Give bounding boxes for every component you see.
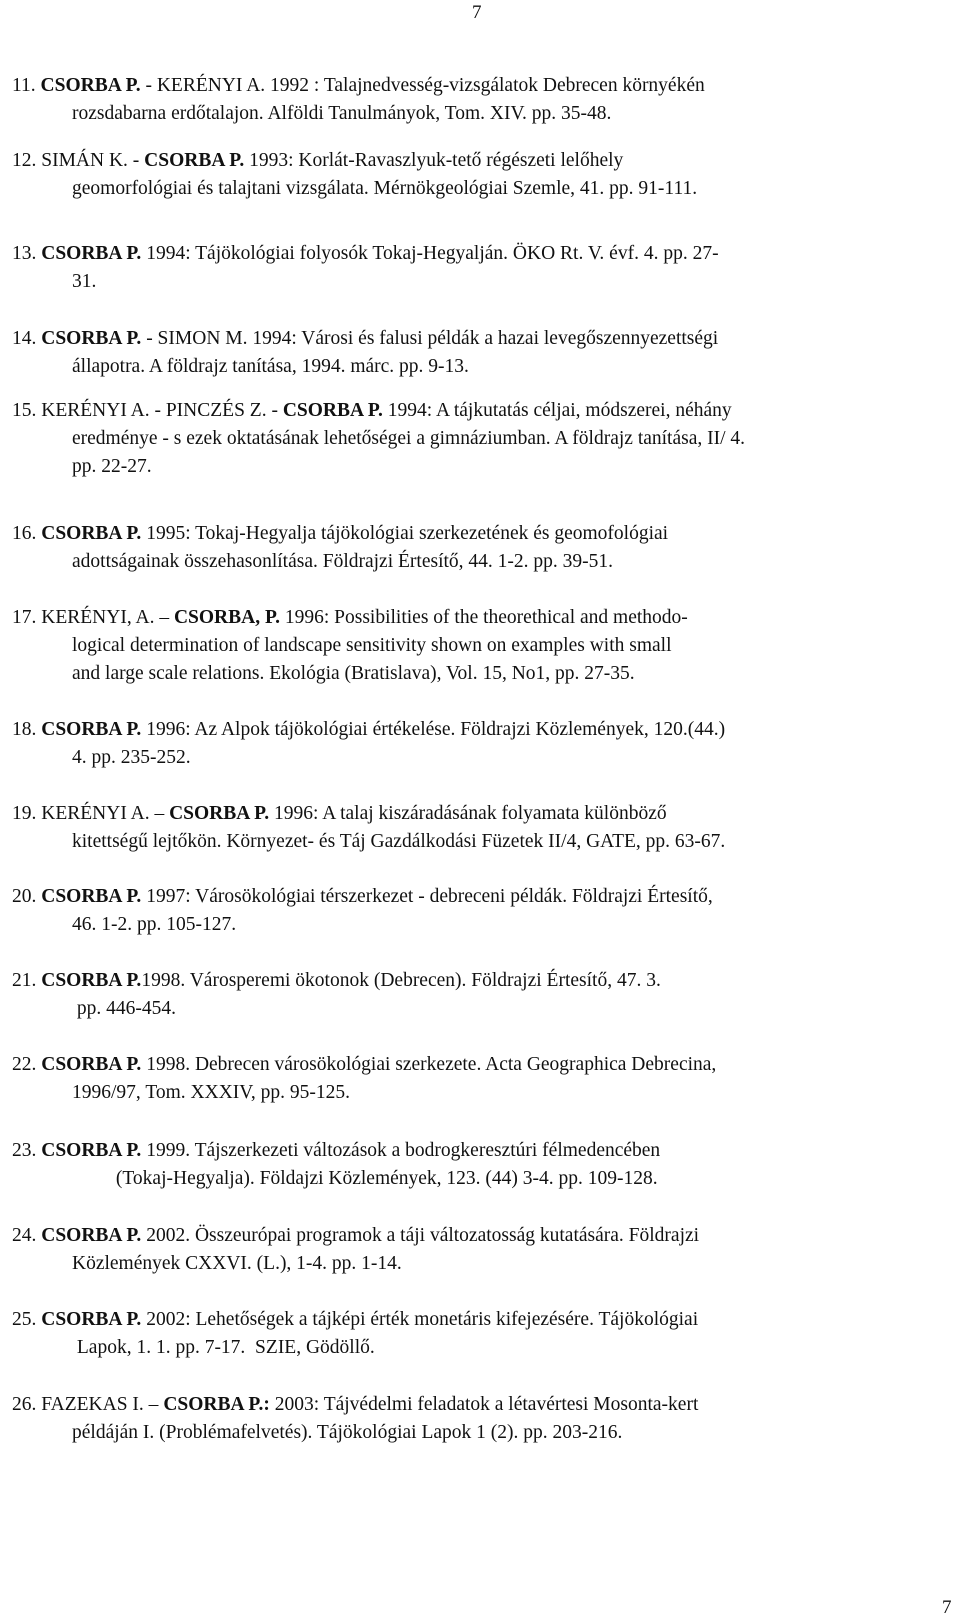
reference-author-bold: CSORBA P. — [41, 1140, 142, 1161]
reference-text: 1999. Tájszerkezeti változások a bodrogkeresztúri félmedencében — [141, 1140, 661, 1161]
reference-continuation-line: 31. — [72, 271, 97, 292]
reference-text: 1996: A talaj kiszáradásának folyamata különböző — [269, 803, 667, 824]
reference-author-bold: CSORBA, P. — [173, 607, 280, 628]
reference-author-bold: CSORBA P. — [40, 75, 141, 96]
reference-entry — [0, 1222, 699, 1278]
reference-coauthors: SIMÁN K. - — [41, 150, 145, 171]
reference-text: 1996: Az Alpok tájökológiai értékelése. Földrajzi Közlemények, 120.(44.) — [141, 719, 726, 740]
reference-number: 16. — [12, 523, 42, 544]
reference-first-line — [0, 604, 688, 632]
reference-coauthors: FAZEKAS I. – — [41, 1394, 164, 1415]
reference-author-bold: CSORBA P. — [41, 243, 142, 264]
reference-number: 12. — [12, 150, 42, 171]
reference-number: 17. — [12, 607, 42, 628]
reference-entry — [0, 1137, 660, 1193]
reference-entry — [0, 325, 718, 381]
reference-number: 24. — [12, 1225, 42, 1246]
reference-first-line — [0, 800, 725, 828]
reference-author-bold: CSORBA P. — [41, 523, 142, 544]
page-number-top: 7 — [472, 2, 482, 23]
reference-continuation-line: and large scale relations. Ekológia (Bratislava), Vol. 15, No1, pp. 27-35. — [72, 663, 635, 684]
reference-entry — [0, 72, 705, 128]
reference-continuation-line: 46. 1-2. pp. 105-127. — [72, 914, 237, 935]
reference-entry — [0, 240, 719, 296]
reference-continuation-line: példáján I. (Problémafelvetés). Tájökológiai Lapok 1 (2). pp. 203-216. — [72, 1422, 623, 1443]
reference-text: 2003: Tájvédelmi feladatok a létavértesi Mosonta-kert — [269, 1394, 699, 1415]
reference-number: 20. — [12, 886, 42, 907]
reference-first-line — [0, 1306, 698, 1334]
reference-continuation-line: 4. pp. 235-252. — [72, 747, 191, 768]
reference-continuation-line: 1996/97, Tom. XXXIV, pp. 95-125. — [72, 1082, 350, 1103]
reference-first-line — [0, 72, 705, 100]
reference-number: 25. — [12, 1309, 42, 1330]
reference-continuation-line: (Tokaj-Hegyalja). Földajzi Közlemények, 123. (44) 3-4. pp. 109-128. — [72, 1168, 658, 1189]
reference-entry — [0, 520, 668, 576]
reference-first-line — [0, 1137, 660, 1165]
reference-entry — [0, 1391, 698, 1447]
reference-text: 1993: Korlát-Ravaszlyuk-tető régészeti lelőhely — [244, 150, 624, 171]
reference-continuation-line: logical determination of landscape sensitivity shown on examples with small — [72, 635, 672, 656]
reference-entry — [0, 397, 745, 481]
reference-entry — [0, 967, 661, 1023]
reference-entry — [0, 147, 697, 203]
reference-coauthors: KERÉNYI, A. – — [41, 607, 174, 628]
reference-first-line — [0, 147, 697, 175]
reference-entry — [0, 716, 725, 772]
reference-text: 1997: Városökológiai térszerkezet - debreceni példák. Földrajzi Értesítő, — [141, 886, 713, 907]
reference-number: 15. — [12, 400, 42, 421]
reference-continuation-line: kitettségű lejtőkön. Környezet- és Táj Gazdálkodási Füzetek II/4, GATE, pp. 63-67. — [72, 831, 726, 852]
reference-text: - KERÉNYI A. 1992 : Talajnedvesség-vizsgálatok Debrecen környékén — [140, 75, 705, 96]
reference-number: 14. — [12, 328, 42, 349]
reference-first-line — [0, 1391, 698, 1419]
reference-continuation-line: Közlemények CXXVI. (L.), 1-4. pp. 1-14. — [72, 1253, 402, 1274]
reference-author-bold: CSORBA P. — [41, 970, 142, 991]
reference-number: 18. — [12, 719, 42, 740]
reference-author-bold: CSORBA P. — [282, 400, 383, 421]
reference-text: 1994: A tájkutatás céljai, módszerei, néhány — [382, 400, 732, 421]
reference-number: 26. — [12, 1394, 42, 1415]
reference-coauthors: KERÉNYI A. - PINCZÉS Z. - — [41, 400, 283, 421]
reference-author-bold: CSORBA P. — [169, 803, 270, 824]
reference-entry — [0, 604, 688, 688]
reference-text: 1998. Városperemi ökotonok (Debrecen). Földrajzi Értesítő, 47. 3. — [141, 970, 661, 991]
reference-continuation-line: eredménye - s ezek oktatásának lehetőségei a gimnáziumban. A földrajz tanítása, II/ 4. — [72, 428, 746, 449]
reference-number: 22. — [12, 1054, 42, 1075]
reference-first-line — [0, 325, 718, 353]
reference-author-bold: CSORBA P. — [144, 150, 245, 171]
reference-coauthors: KERÉNYI A. – — [41, 803, 170, 824]
reference-entry — [0, 1051, 716, 1107]
reference-continuation-line: rozsdabarna erdőtalajon. Alföldi Tanulmányok, Tom. XIV. pp. 35-48. — [72, 103, 612, 124]
reference-number: 19. — [12, 803, 42, 824]
reference-author-bold: CSORBA P. — [41, 328, 142, 349]
reference-number: 13. — [12, 243, 42, 264]
reference-first-line — [0, 883, 713, 911]
reference-text: - SIMON M. 1994: Városi és falusi példák a hazai levegőszennyezettségi — [141, 328, 719, 349]
reference-continuation-line: állapotra. A földrajz tanítása, 1994. márc. pp. 9-13. — [72, 356, 469, 377]
reference-first-line — [0, 240, 719, 268]
reference-first-line — [0, 520, 668, 548]
reference-first-line — [0, 967, 661, 995]
reference-entry — [0, 800, 725, 856]
reference-text: 1994: Tájökológiai folyosók Tokaj-Hegyalján. ÖKO Rt. V. évf. 4. pp. 27- — [141, 243, 719, 264]
page-number-bottom: 7 — [942, 1597, 952, 1618]
reference-continuation-line: adottságainak összehasonlítása. Földrajzi Értesítő, 44. 1-2. pp. 39-51. — [72, 551, 614, 572]
reference-continuation-line: pp. 22-27. — [72, 456, 152, 477]
reference-author-bold: CSORBA P. — [41, 1309, 142, 1330]
reference-text: 1996: Possibilities of the theorethical and methodo- — [279, 607, 688, 628]
reference-entry — [0, 1306, 698, 1362]
reference-text: 1995: Tokaj-Hegyalja tájökológiai szerkezetének és geomofológiai — [141, 523, 669, 544]
reference-first-line — [0, 1222, 699, 1250]
reference-number: 11. — [12, 75, 41, 96]
reference-first-line — [0, 1051, 716, 1079]
reference-author-bold: CSORBA P. — [41, 1054, 142, 1075]
reference-author-bold: CSORBA P. — [41, 719, 142, 740]
reference-author-bold: CSORBA P. — [41, 886, 142, 907]
reference-continuation-line: pp. 446-454. — [72, 998, 176, 1019]
reference-continuation-line: geomorfológiai és talajtani vizsgálata. Mérnökgeológiai Szemle, 41. pp. 91-111. — [72, 178, 698, 199]
reference-author-bold: CSORBA P.: — [163, 1394, 270, 1415]
reference-entry — [0, 883, 713, 939]
reference-first-line — [0, 397, 745, 425]
reference-text: 1998. Debrecen városökológiai szerkezete. Acta Geographica Debrecina, — [141, 1054, 717, 1075]
reference-continuation-line: Lapok, 1. 1. pp. 7-17. SZIE, Gödöllő. — [72, 1337, 375, 1358]
reference-number: 23. — [12, 1140, 42, 1161]
reference-text: 2002. Összeurópai programok a táji változatosság kutatására. Földrajzi — [141, 1225, 700, 1246]
reference-first-line — [0, 716, 725, 744]
reference-number: 21. — [12, 970, 42, 991]
reference-text: 2002: Lehetőségek a tájképi érték monetáris kifejezésére. Tájökológiai — [141, 1309, 699, 1330]
reference-author-bold: CSORBA P. — [41, 1225, 142, 1246]
